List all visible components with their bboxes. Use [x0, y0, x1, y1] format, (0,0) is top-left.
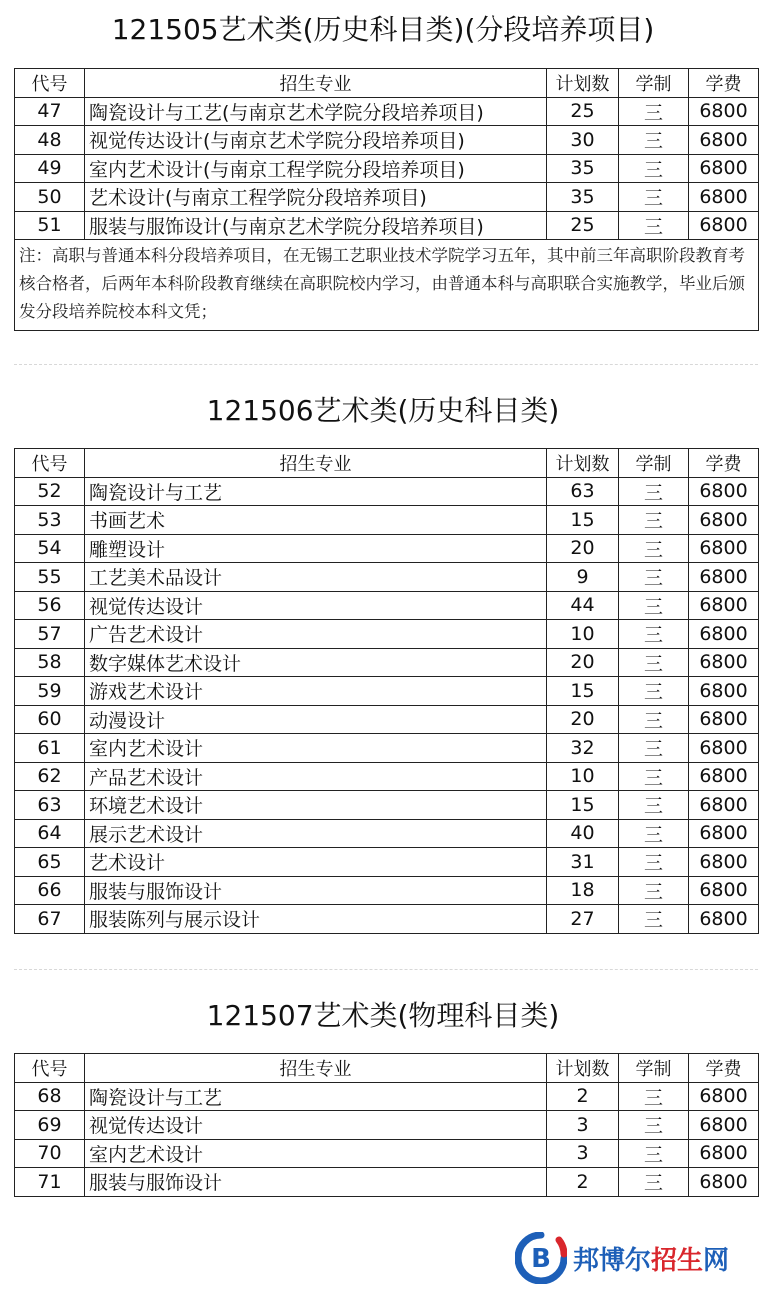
plan-count-cell: 10 [547, 620, 619, 649]
plan-count-cell: 18 [547, 876, 619, 905]
plan-count-cell: 30 [547, 126, 619, 155]
duration-cell: 三 [619, 734, 689, 763]
code-cell: 62 [15, 762, 85, 791]
code-cell: 56 [15, 591, 85, 620]
major-cell: 环境艺术设计 [85, 791, 547, 820]
plan-count-cell: 15 [547, 677, 619, 706]
column-header: 学费 [689, 449, 759, 478]
plan-count-cell: 20 [547, 648, 619, 677]
code-cell: 55 [15, 563, 85, 592]
plan-count-cell: 25 [547, 211, 619, 240]
duration-cell: 三 [619, 477, 689, 506]
table-row [15, 677, 759, 706]
major-cell: 数字媒体艺术设计 [85, 648, 547, 677]
plan-count-cell: 3 [547, 1139, 619, 1168]
table-row [15, 1082, 759, 1111]
column-header: 招生专业 [85, 69, 547, 98]
table-row [15, 591, 759, 620]
major-cell: 陶瓷设计与工艺 [85, 477, 547, 506]
tuition-cell: 6800 [689, 1082, 759, 1111]
code-cell: 65 [15, 848, 85, 877]
table-row [15, 848, 759, 877]
code-cell: 64 [15, 819, 85, 848]
major-cell: 艺术设计(与南京工程学院分段培养项目) [85, 183, 547, 212]
tuition-cell: 6800 [689, 734, 759, 763]
section-divider [14, 969, 758, 970]
code-cell: 57 [15, 620, 85, 649]
column-header: 代号 [15, 449, 85, 478]
plan-count-cell: 20 [547, 705, 619, 734]
code-cell: 52 [15, 477, 85, 506]
site-watermark [515, 1232, 729, 1284]
duration-cell: 三 [619, 620, 689, 649]
major-cell: 艺术设计 [85, 848, 547, 877]
tuition-cell: 6800 [689, 791, 759, 820]
section-title-121507: 121507艺术类(物理科目类) [206, 999, 560, 1032]
major-cell: 室内艺术设计 [85, 734, 547, 763]
duration-cell: 三 [619, 705, 689, 734]
tuition-cell: 6800 [689, 183, 759, 212]
table-row [15, 477, 759, 506]
duration-cell: 三 [619, 762, 689, 791]
major-cell: 视觉传达设计(与南京艺术学院分段培养项目) [85, 126, 547, 155]
plan-count-cell: 27 [547, 905, 619, 934]
major-cell: 广告艺术设计 [85, 620, 547, 649]
tuition-cell: 6800 [689, 620, 759, 649]
code-cell: 67 [15, 905, 85, 934]
plan-count-cell: 35 [547, 154, 619, 183]
major-cell: 陶瓷设计与工艺(与南京艺术学院分段培养项目) [85, 97, 547, 126]
code-cell: 51 [15, 211, 85, 240]
code-cell: 69 [15, 1111, 85, 1140]
duration-cell: 三 [619, 1139, 689, 1168]
plan-count-cell: 31 [547, 848, 619, 877]
major-cell: 视觉传达设计 [85, 591, 547, 620]
duration-cell: 三 [619, 848, 689, 877]
major-cell: 雕塑设计 [85, 534, 547, 563]
column-header: 招生专业 [85, 449, 547, 478]
section-title-121505: 121505艺术类(历史科目类)(分段培养项目) [111, 13, 655, 46]
tuition-cell: 6800 [689, 905, 759, 934]
tuition-cell: 6800 [689, 705, 759, 734]
note-row [15, 240, 759, 331]
table-row [15, 620, 759, 649]
code-cell: 71 [15, 1168, 85, 1197]
tuition-cell: 6800 [689, 97, 759, 126]
column-header: 代号 [15, 69, 85, 98]
plan-count-cell: 15 [547, 791, 619, 820]
column-header: 计划数 [547, 1054, 619, 1083]
tuition-cell: 6800 [689, 506, 759, 535]
plan-count-cell: 15 [547, 506, 619, 535]
major-cell: 陶瓷设计与工艺 [85, 1082, 547, 1111]
duration-cell: 三 [619, 791, 689, 820]
tuition-cell: 6800 [689, 563, 759, 592]
tuition-cell: 6800 [689, 677, 759, 706]
code-cell: 47 [15, 97, 85, 126]
major-cell: 室内艺术设计(与南京工程学院分段培养项目) [85, 154, 547, 183]
svg-text:B: B [531, 1244, 551, 1274]
table-row [15, 211, 759, 240]
table-row [15, 762, 759, 791]
admission-table-121506 [14, 448, 759, 934]
table-row [15, 648, 759, 677]
table-row [15, 1111, 759, 1140]
column-header: 代号 [15, 1054, 85, 1083]
table-row [15, 705, 759, 734]
admission-table-121507 [14, 1053, 759, 1197]
tuition-cell: 6800 [689, 1168, 759, 1197]
major-cell: 服装陈列与展示设计 [85, 905, 547, 934]
column-header: 学制 [619, 69, 689, 98]
duration-cell: 三 [619, 1082, 689, 1111]
tuition-cell: 6800 [689, 477, 759, 506]
section-divider [14, 364, 758, 365]
plan-count-cell: 20 [547, 534, 619, 563]
plan-count-cell: 9 [547, 563, 619, 592]
major-cell: 室内艺术设计 [85, 1139, 547, 1168]
code-cell: 66 [15, 876, 85, 905]
table-row [15, 1168, 759, 1197]
plan-count-cell: 25 [547, 97, 619, 126]
duration-cell: 三 [619, 534, 689, 563]
duration-cell: 三 [619, 591, 689, 620]
column-header: 学制 [619, 449, 689, 478]
b-logo-icon [515, 1232, 567, 1284]
code-cell: 50 [15, 183, 85, 212]
table-row [15, 791, 759, 820]
code-cell: 68 [15, 1082, 85, 1111]
major-cell: 工艺美术品设计 [85, 563, 547, 592]
table-row [15, 1139, 759, 1168]
major-cell: 书画艺术 [85, 506, 547, 535]
column-header: 学制 [619, 1054, 689, 1083]
table-row [15, 563, 759, 592]
table-row [15, 183, 759, 212]
column-header: 计划数 [547, 449, 619, 478]
tuition-cell: 6800 [689, 126, 759, 155]
table-header-row [15, 69, 759, 98]
major-cell: 服装与服饰设计(与南京艺术学院分段培养项目) [85, 211, 547, 240]
column-header: 招生专业 [85, 1054, 547, 1083]
code-cell: 70 [15, 1139, 85, 1168]
plan-count-cell: 63 [547, 477, 619, 506]
tuition-cell: 6800 [689, 876, 759, 905]
tuition-cell: 6800 [689, 648, 759, 677]
plan-count-cell: 10 [547, 762, 619, 791]
duration-cell: 三 [619, 1111, 689, 1140]
table-row [15, 126, 759, 155]
major-cell: 视觉传达设计 [85, 1111, 547, 1140]
table-row [15, 905, 759, 934]
tuition-cell: 6800 [689, 1139, 759, 1168]
table-row [15, 97, 759, 126]
table-row [15, 154, 759, 183]
code-cell: 60 [15, 705, 85, 734]
table-header-row [15, 449, 759, 478]
plan-count-cell: 2 [547, 1168, 619, 1197]
duration-cell: 三 [619, 211, 689, 240]
plan-count-cell: 40 [547, 819, 619, 848]
code-cell: 54 [15, 534, 85, 563]
code-cell: 58 [15, 648, 85, 677]
major-cell: 服装与服饰设计 [85, 876, 547, 905]
duration-cell: 三 [619, 126, 689, 155]
column-header: 计划数 [547, 69, 619, 98]
tuition-cell: 6800 [689, 1111, 759, 1140]
code-cell: 59 [15, 677, 85, 706]
section-title-121506: 121506艺术类(历史科目类) [206, 394, 560, 427]
plan-count-cell: 2 [547, 1082, 619, 1111]
plan-count-cell: 3 [547, 1111, 619, 1140]
duration-cell: 三 [619, 97, 689, 126]
watermark-text: 邦博尔招生网 [573, 1245, 730, 1276]
code-cell: 49 [15, 154, 85, 183]
duration-cell: 三 [619, 819, 689, 848]
tuition-cell: 6800 [689, 211, 759, 240]
table-row [15, 876, 759, 905]
duration-cell: 三 [619, 1168, 689, 1197]
table-row [15, 819, 759, 848]
duration-cell: 三 [619, 876, 689, 905]
table-note: 注：高职与普通本科分段培养项目，在无锡工艺职业技术学院学习五年，其中前三年高职阶段教育考核合格者，后两年本科阶段教育继续在高职院校内学习，由普通本科与高职联合实施教学，毕业后颁发分段培养院校本科文凭； [15, 240, 759, 331]
code-cell: 61 [15, 734, 85, 763]
major-cell: 动漫设计 [85, 705, 547, 734]
duration-cell: 三 [619, 905, 689, 934]
table-header-row [15, 1054, 759, 1083]
table-row [15, 534, 759, 563]
column-header: 学费 [689, 1054, 759, 1083]
tuition-cell: 6800 [689, 534, 759, 563]
duration-cell: 三 [619, 648, 689, 677]
duration-cell: 三 [619, 563, 689, 592]
table-row [15, 734, 759, 763]
major-cell: 服装与服饰设计 [85, 1168, 547, 1197]
plan-count-cell: 32 [547, 734, 619, 763]
plan-count-cell: 44 [547, 591, 619, 620]
duration-cell: 三 [619, 183, 689, 212]
duration-cell: 三 [619, 506, 689, 535]
code-cell: 53 [15, 506, 85, 535]
major-cell: 展示艺术设计 [85, 819, 547, 848]
tuition-cell: 6800 [689, 819, 759, 848]
column-header: 学费 [689, 69, 759, 98]
plan-count-cell: 35 [547, 183, 619, 212]
admission-table-121505 [14, 68, 759, 331]
tuition-cell: 6800 [689, 591, 759, 620]
duration-cell: 三 [619, 677, 689, 706]
tuition-cell: 6800 [689, 762, 759, 791]
tuition-cell: 6800 [689, 848, 759, 877]
code-cell: 63 [15, 791, 85, 820]
duration-cell: 三 [619, 154, 689, 183]
major-cell: 游戏艺术设计 [85, 677, 547, 706]
table-row [15, 506, 759, 535]
code-cell: 48 [15, 126, 85, 155]
tuition-cell: 6800 [689, 154, 759, 183]
major-cell: 产品艺术设计 [85, 762, 547, 791]
